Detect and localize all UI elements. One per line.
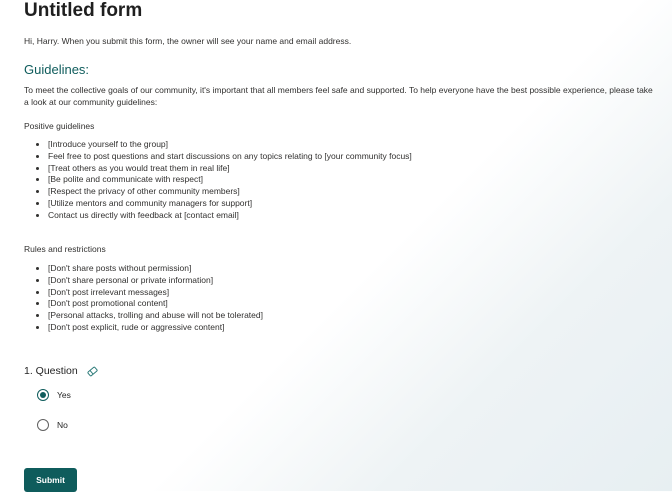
eraser-icon[interactable] <box>86 365 99 378</box>
positive-guidelines-list <box>24 139 412 222</box>
form-intro-text: Hi, Harry. When you submit this form, the owner will see your name and email address. <box>24 36 352 46</box>
option-no[interactable] <box>37 419 68 431</box>
list-item: • [Don't post promotional content] <box>48 298 263 310</box>
list-item: • [Treat others as you would treat them in real life] <box>48 163 412 175</box>
list-item: • [Don't share personal or private information] <box>48 275 263 287</box>
guidelines-paragraph: To meet the collective goals of our community, it's important that all members feel safe and supported. To help everyone have the best possible experience, please take a look at our community guidelines: <box>24 85 653 107</box>
list-item: • [Be polite and communicate with respect] <box>48 174 412 186</box>
list-item: • [Don't post irrelevant messages] <box>48 287 263 299</box>
rules-restrictions-label: Rules and restrictions <box>24 244 106 254</box>
list-item: • [Utilize mentors and community managers for support] <box>48 198 412 210</box>
submit-button[interactable]: Submit <box>24 468 77 492</box>
option-no-label: No <box>57 420 68 430</box>
rules-restrictions-list <box>24 263 263 334</box>
positive-guidelines-label: Positive guidelines <box>24 121 95 131</box>
guidelines-heading: Guidelines: <box>24 62 90 77</box>
option-yes[interactable] <box>37 389 71 401</box>
form-title: Untitled form <box>24 0 143 21</box>
list-item: • [Don't post explicit, rude or aggressive content] <box>48 322 263 334</box>
list-item: • Feel free to post questions and start discussions on any topics relating to [your community focus] <box>48 151 412 163</box>
list-item: • [Respect the privacy of other community members] <box>48 186 412 198</box>
list-item: • [Introduce yourself to the group] <box>48 139 412 151</box>
radio-yes[interactable] <box>37 389 49 401</box>
option-yes-label: Yes <box>57 390 71 400</box>
list-item: • Contact us directly with feedback at [contact email] <box>48 210 412 222</box>
question-1 <box>24 365 99 378</box>
list-item: • [Personal attacks, trolling and abuse will not be tolerated] <box>48 310 263 322</box>
question-label: 1. Question <box>24 365 78 377</box>
list-item: • [Don't share posts without permission] <box>48 263 263 275</box>
radio-no[interactable] <box>37 419 49 431</box>
